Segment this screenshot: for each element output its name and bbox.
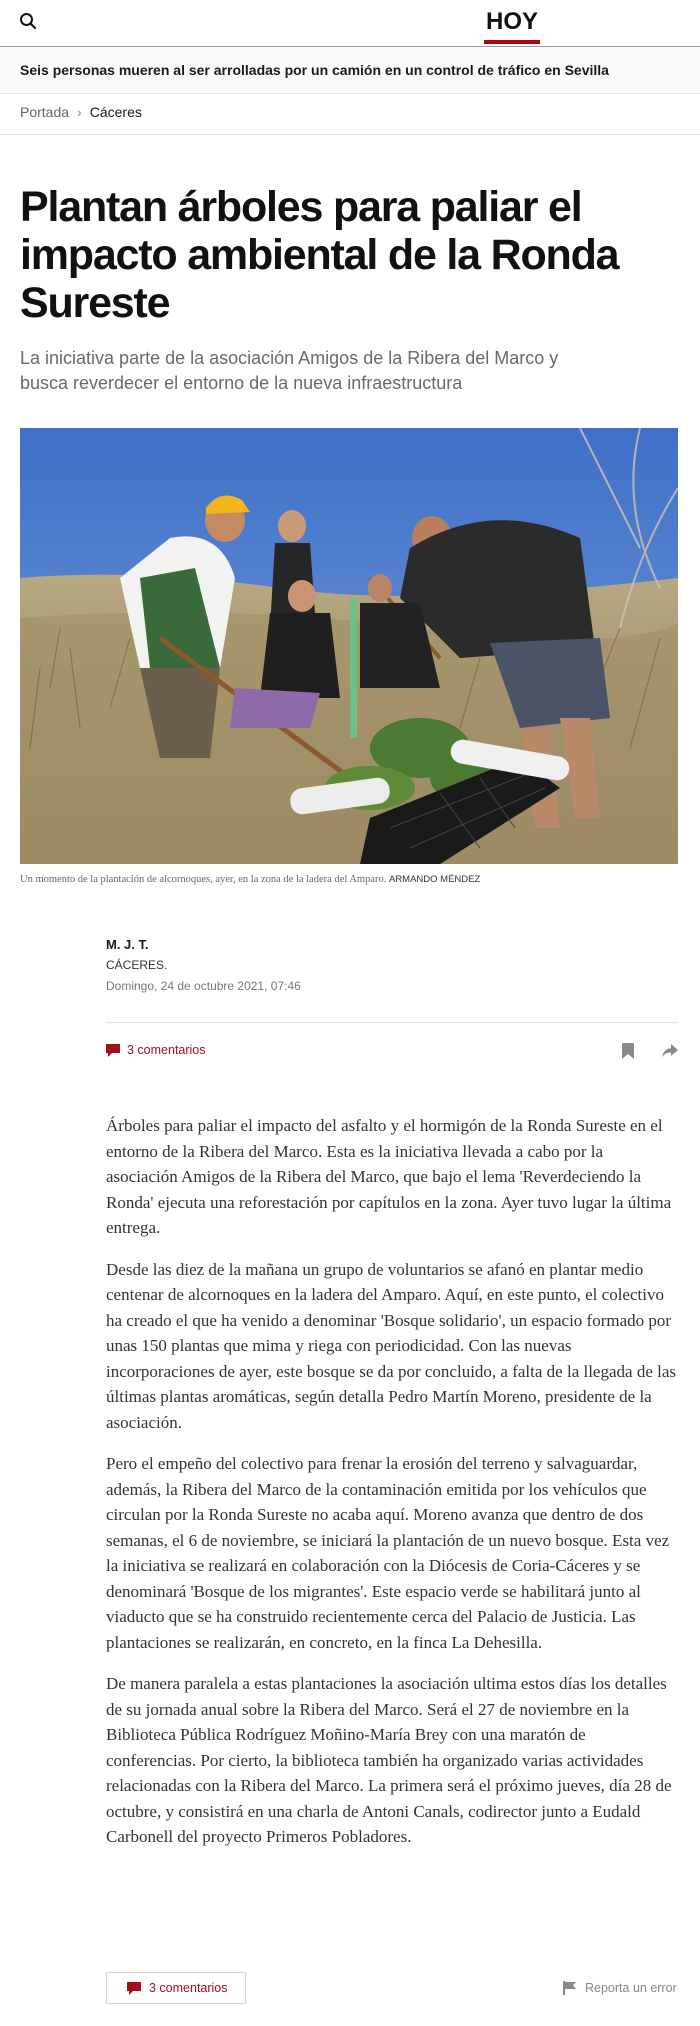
- publish-date: Domingo, 24 de octubre 2021, 07:46: [106, 979, 301, 993]
- photo-credit: ARMANDO MÉNDEZ: [388, 874, 481, 885]
- report-error-link[interactable]: [563, 1981, 677, 1995]
- author-name: M. J. T.: [106, 937, 149, 952]
- bookmark-icon[interactable]: [621, 1043, 635, 1059]
- article-paragraph: Pero el empeño del colectivo para frenar la erosión del terreno y salvaguardar, además, la Ribera del Marco de la contaminación emitida por los vehículos que circulan por la Ronda Sureste no acaba aquí. Moreno avanza que dentro de dos semanas, el 6 de noviembre, se iniciará la plantación de un nuevo bosque. Esta vez la iniciativa se realizará en colaboración con la Diócesis de Coria-Cáceres y se denominará 'Bosque de los migrantes'. Este espacio verde se habilitará junto al viaducto que se ha construido recientemente cerca del Palacio de Justicia. Las plantaciones se realizarán, en concreto, en la finca La Dehesilla.: [106, 1454, 670, 1652]
- breadcrumb-separator: ›: [77, 104, 82, 120]
- breaking-news-link[interactable]: Seis personas mueren al ser arrolladas por un camión en un control de tráfico en Sevilla: [20, 62, 609, 78]
- article-paragraph: Desde las diez de la mañana un grupo de voluntarios se afanó en plantar medio centenar de alcornoques en la ladera del Amparo. Aquí, en este punto, el colectivo ha creado el que ha venido a denominar 'Bosque solidario', un espacio formado por unas 150 plantas que mima y riega con periodicidad. Con las nuevas incorporaciones de ayer, este bosque se da por concluido, a falta de la llegada de las últimas plantas aromáticas, según detalla Pedro Martín Moreno, presidente de la asociación.: [106, 1259, 676, 1432]
- top-bar: [0, 0, 700, 47]
- comments-button[interactable]: [106, 1972, 246, 2004]
- article-paragraph: Árboles para paliar el impacto del asfalto y el hormigón de la Ronda Sureste en el entorno de la Ribera del Marco. Esta es la iniciativa llevada a cabo por la asociación Amigos de la Ribera del Marco, que bajo el lema 'Reverdeciendo la Ronda' ejecuta una reforestación por capítulos en la zona. Ayer tuvo lugar la última entrega.: [106, 1116, 672, 1237]
- logo-underline: [484, 40, 540, 44]
- breaking-news-bar: [0, 47, 700, 94]
- article-subtitle: La iniciativa parte de la asociación Amigos de la Ribera del Marco y busca reverdecer el entorno de la nueva infraestructura: [20, 348, 559, 393]
- flag-icon: [563, 1981, 577, 1995]
- search-icon[interactable]: [19, 12, 37, 30]
- divider: [0, 134, 700, 135]
- breadcrumb: [20, 104, 142, 120]
- comments-link[interactable]: [106, 1043, 206, 1057]
- breadcrumb-home[interactable]: Portada: [20, 104, 70, 120]
- caption-text: Un momento de la plantación de alcornoques, ayer, en la zona de la ladera del Amparo.: [20, 874, 387, 885]
- article-location: CÁCERES.: [106, 958, 168, 972]
- article-photo: [20, 428, 678, 864]
- report-error-label: Reporta un error: [585, 1981, 677, 1995]
- article-title: Plantan árboles para paliar el impacto ambiental de la Ronda Sureste: [20, 183, 619, 327]
- article-body: [106, 1113, 678, 1866]
- photo-illustration: [20, 428, 678, 864]
- site-logo[interactable]: HOY: [485, 8, 538, 35]
- breadcrumb-current[interactable]: Cáceres: [89, 104, 142, 120]
- photo-caption: [20, 874, 680, 885]
- article-paragraph: De manera paralela a estas plantaciones la asociación ultima estos días los detalles de su jornada anual sobre la Ribera del Marco. Será el 27 de noviembre en la Biblioteca Pública Rodríguez Moñino-María Brey con una maratón de conferencias. Por cierto, la biblioteca también ha organizado varias actividades relacionadas con la Ribera del Marco. La primera será el próximo jueves, día 28 de octubre, y consistirá en una charla de Antoni Canals, codirector junto a Eudald Carbonell del proyecto Primeros Pobladores.: [106, 1674, 672, 1846]
- divider: [106, 1022, 678, 1023]
- comment-icon: [127, 1982, 141, 1995]
- comments-button-label: 3 comentarios: [149, 1981, 228, 1995]
- share-icon[interactable]: [662, 1044, 678, 1058]
- comments-count[interactable]: 3 comentarios: [127, 1043, 206, 1057]
- comment-icon: [106, 1044, 120, 1057]
